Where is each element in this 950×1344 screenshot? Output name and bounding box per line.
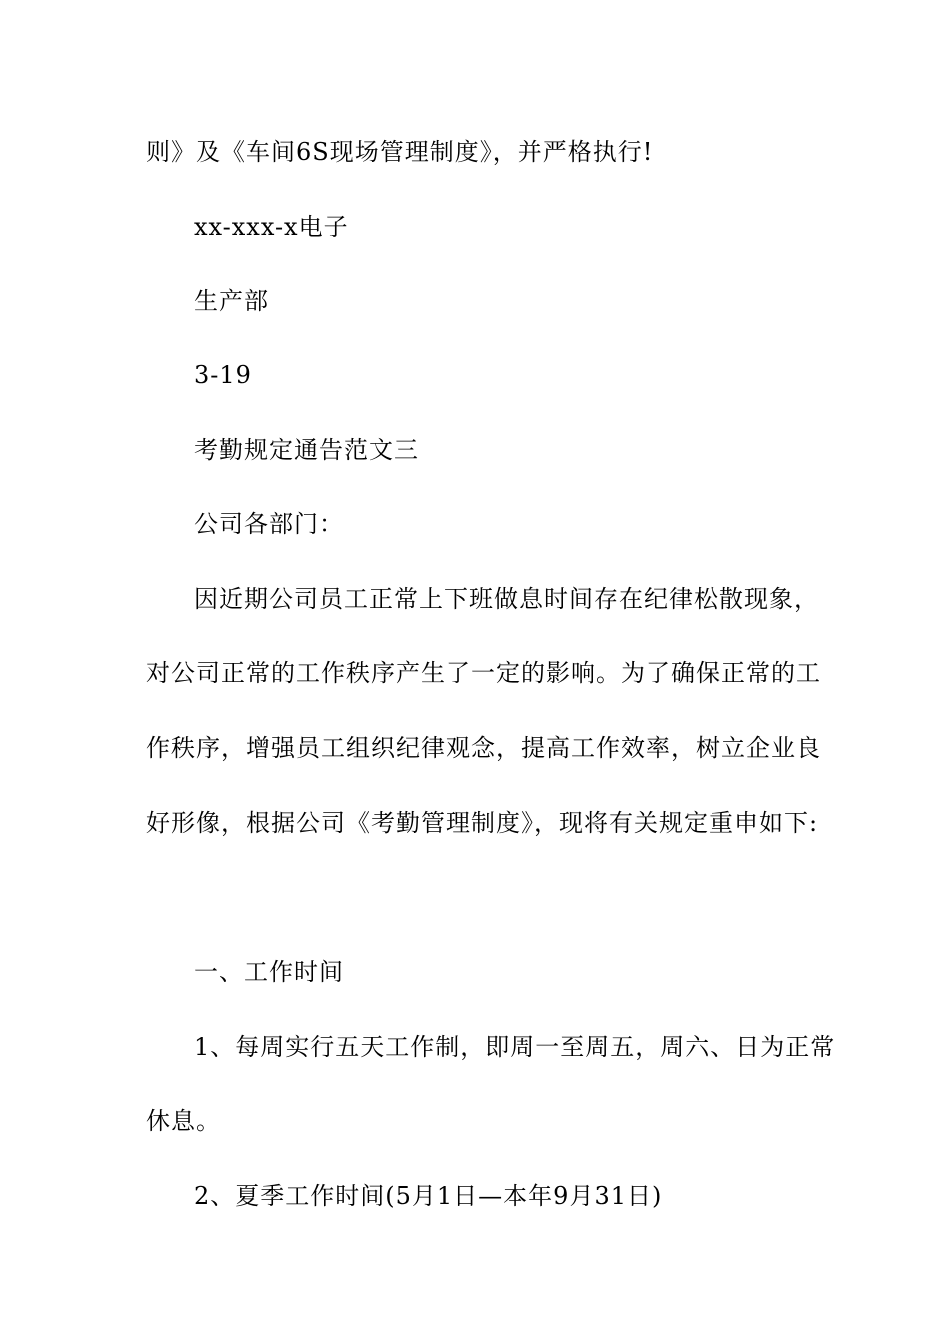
paragraph-line: 好形像，根据公司《考勤管理制度》，现将有关规定重申如下: <box>146 809 819 837</box>
section-title: 考勤规定通告范文三 <box>194 436 419 464</box>
paragraph-line: 作秩序，增强员工组织纪律观念，提高工作效率，树立企业良 <box>146 734 821 762</box>
department-name: 生产部 <box>194 287 269 315</box>
salutation: 公司各部门： <box>194 510 344 538</box>
heading-work-time: 一、工作时间 <box>194 958 344 986</box>
text-line: 则》及《车间6S现场管理制度》，并严格执行! <box>146 138 654 166</box>
paragraph-line: 因近期公司员工正常上下班做息时间存在纪律松散现象， <box>194 585 819 613</box>
list-item: 2、夏季工作时间(5月1日—本年9月31日) <box>194 1182 663 1210</box>
list-item: 1、每周实行五天工作制，即周一至周五，周六、日为正常 <box>194 1033 836 1061</box>
paragraph-line: 对公司正常的工作秩序产生了一定的影响。为了确保正常的工 <box>146 659 821 687</box>
company-name: xx-xxx-x电子 <box>194 213 349 241</box>
list-item-continuation: 休息。 <box>146 1107 221 1135</box>
date-line: 3-19 <box>194 361 252 389</box>
